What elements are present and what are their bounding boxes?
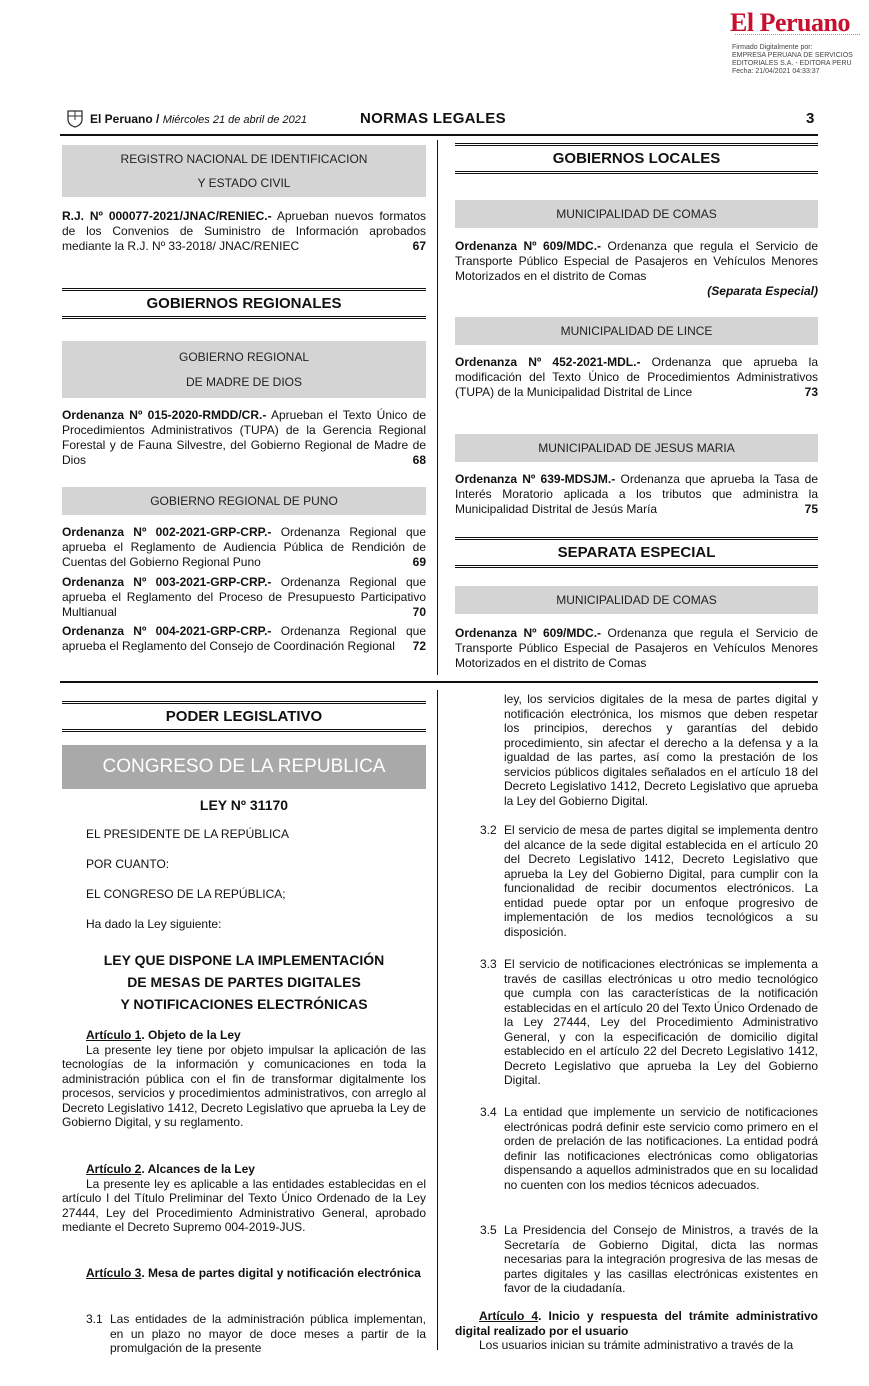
entry-text: Ordenanza que aprueba la modificación del Texto Único de Procedimientos Administrativos (TUPA) de la Municipalidad Distrital de Lince bbox=[455, 355, 818, 399]
summary-entry[interactable] bbox=[455, 472, 818, 517]
entry-page: 70 bbox=[412, 605, 426, 619]
page-number: 3 bbox=[806, 110, 815, 127]
law-number: LEY Nº 31170 bbox=[199, 797, 289, 813]
article-2 bbox=[62, 1162, 426, 1235]
header-section: NORMAS LEGALES bbox=[360, 110, 506, 127]
logo-underline bbox=[735, 34, 860, 38]
header-date: Miércoles 21 de abril de 2021 bbox=[162, 114, 308, 126]
article-title: . Inicio y respuesta del trámite administrativo digital realizado por el usuario bbox=[455, 1309, 818, 1338]
summary-entry[interactable] bbox=[62, 525, 426, 570]
signature-line: Firmado Digitalmente por: bbox=[732, 44, 813, 51]
article-title: . Mesa de partes digital y notificación electrónica bbox=[141, 1266, 421, 1280]
jesus-maria-heading: MUNICIPALIDAD DE JESUS MARIA bbox=[455, 434, 818, 462]
article-3-item-continued bbox=[480, 692, 818, 808]
gobiernos-locales-heading: GOBIERNOS LOCALES bbox=[455, 143, 818, 174]
mdd-heading-line1: GOBIERNO REGIONAL bbox=[178, 350, 310, 364]
law-preamble: EL PRESIDENTE DE LA REPÚBLICA bbox=[86, 827, 289, 841]
item-text: El servicio de mesa de partes digital se implementa dentro del alcance de la sede digital establecida en el artículo 20 del Decreto Legislativo 1412, Decreto Legislativo que aprueba la Ley del Gobierno Digital, para cumplir con la funcionalidad de recibir documentos electrónicos. La entidad puede optar por un enfoque progresivo de implementación de los medios tecnológicos a su disposición. bbox=[504, 823, 818, 939]
item-text: La Presidencia del Consejo de Ministros, a través de la Secretaría de Gobierno Digital, dicta las normas necesarias para la integración progresiva de las mesas de partes digitales y las casillas electrónicas existentes en favor de la ciudadanía. bbox=[504, 1223, 818, 1295]
entry-page: 72 bbox=[412, 639, 426, 653]
article-text: Los usuarios inician su trámite administrativo a través de la bbox=[479, 1338, 794, 1352]
lince-heading: MUNICIPALIDAD DE LINCE bbox=[455, 317, 818, 345]
entry-ref: Ordenanza Nº 004-2021-GRP-CRP.- bbox=[62, 624, 272, 638]
article-3-item bbox=[480, 823, 818, 939]
law-title-line: LEY QUE DISPONE LA IMPLEMENTACIÓN bbox=[103, 952, 385, 968]
entry-text: Ordenanza que aprueba la Tasa de Interés Moratorio aplicada a los tributos que administra la Municipalidad Distrital de Jesús María bbox=[455, 472, 818, 516]
article-3-item bbox=[480, 1223, 818, 1296]
entry-text: Ordenanza Regional que aprueba el Reglamento del Consejo de Coordinación Regional bbox=[62, 624, 426, 653]
section-rule bbox=[60, 681, 818, 683]
item-text: ley, los servicios digitales de la mesa de partes digital y notificación electrónica, los mismos que deben respetar los principios, derechos y garantías del debido procedimiento, sin afectar el derecho a la defensa y a la igualdad de las partes, así como la prestación de los servicios públicos digitales señalados en el artículo 18 del Decreto Legislativo 1412, Decreto Legislativo que aprueba la Ley del Gobierno Digital. bbox=[504, 692, 818, 808]
entry-text: Ordenanza Regional que aprueba el Reglamento de Audiencia Pública de Rendición de Cuentas del Gobierno Regional Puno bbox=[62, 525, 426, 569]
entry-text: Ordenanza que regula el Servicio de Transporte Público Especial de Pasajeros en Vehículos Menores Motorizados en el distrito de Comas bbox=[455, 626, 818, 670]
signature-line: EMPRESA PERUANA DE SERVICIOS bbox=[732, 52, 853, 59]
law-title bbox=[62, 949, 426, 1015]
article-text: La presente ley es aplicable a las entidades establecidas en el artículo I del Título Preliminar del Texto Único Ordenado de la Ley 27444, Ley del Procedimiento Administrativo General, aprobado mediante el Decreto Supremo 004-2019-JUS. bbox=[62, 1176, 426, 1234]
item-text: La entidad que implemente un servicio de notificaciones electrónicas podrá definir este servicio como primero en el orden de prelación de las notificaciones. La entidad podrá definir las notificaciones electrónicas como obligatorias dispensando a aquellos administrados que en su localidad no cuenten con los medios técnicos adecuados. bbox=[504, 1105, 818, 1192]
entry-ref: Ordenanza Nº 452-2021-MDL.- bbox=[455, 355, 641, 369]
article-title: . Objeto de la Ley bbox=[141, 1028, 241, 1042]
reniec-heading-line1: REGISTRO NACIONAL DE IDENTIFICACION bbox=[120, 152, 368, 166]
entry-text: Ordenanza Regional que aprueba el Reglamento del Proceso de Presupuesto Participativo Multianual bbox=[62, 575, 426, 619]
entry-page: 67 bbox=[412, 239, 426, 253]
entry-ref: Ordenanza Nº 003-2021-GRP-CRP.- bbox=[62, 575, 272, 589]
article-1 bbox=[62, 1028, 426, 1130]
item-number: 3.3 bbox=[480, 957, 497, 971]
article-3-item bbox=[480, 957, 818, 1088]
item-number: 3.1 bbox=[86, 1312, 103, 1326]
summary-entry[interactable] bbox=[62, 624, 426, 654]
entry-page: 73 bbox=[804, 385, 818, 399]
column-divider bbox=[437, 140, 438, 675]
item-number: 3.4 bbox=[480, 1105, 497, 1119]
mdd-heading-line2: DE MADRE DE DIOS bbox=[185, 375, 302, 389]
entry-text: Aprueban el Texto Único de Procedimientos Administrativos (TUPA) de la Gerencia Regional Forestal y de Fauna Silvestre, del Gobierno Regional de Madre de Dios bbox=[62, 408, 426, 467]
entry-page: 68 bbox=[412, 453, 426, 467]
signature-line: Fecha: 21/04/2021 04:33:37 bbox=[732, 68, 820, 75]
article-3-item bbox=[86, 1312, 426, 1356]
entry-ref: Ordenanza Nº 015-2020-RMDD/CR.- bbox=[62, 408, 267, 422]
entry-text: Aprueban nuevos formatos de los Convenios de Suministro de Información aprobados mediante la R.J. Nº 33-2018/ JNAC/RENIEC bbox=[62, 209, 427, 253]
separata-especial-heading: SEPARATA ESPECIAL bbox=[455, 537, 818, 568]
reniec-heading-line2: Y ESTADO CIVIL bbox=[197, 176, 291, 190]
law-preamble: EL CONGRESO DE LA REPÚBLICA; bbox=[86, 887, 286, 901]
article-title: . Alcances de la Ley bbox=[141, 1162, 255, 1176]
summary-entry[interactable] bbox=[62, 575, 426, 620]
digital-signature bbox=[732, 44, 853, 76]
header-paper: El Peruano / bbox=[90, 112, 160, 126]
entry-ref: Ordenanza Nº 609/MDC.- bbox=[455, 626, 602, 640]
entry-ref: Ordenanza Nº 002-2021-GRP-CRP.- bbox=[62, 525, 272, 539]
separata-comas-heading: MUNICIPALIDAD DE COMAS bbox=[455, 586, 818, 614]
entry-page: 75 bbox=[804, 502, 818, 516]
summary-entry[interactable] bbox=[455, 239, 818, 299]
item-number: 3.5 bbox=[480, 1223, 497, 1237]
article-heading: Artículo 2 bbox=[86, 1162, 142, 1176]
entry-page: 69 bbox=[412, 555, 426, 569]
reniec-heading bbox=[62, 145, 426, 197]
article-heading: Artículo 3 bbox=[86, 1266, 142, 1280]
article-4 bbox=[455, 1309, 818, 1353]
law-title-line: DE MESAS DE PARTES DIGITALES bbox=[127, 974, 361, 990]
article-heading: Artículo 4 bbox=[479, 1309, 539, 1323]
item-text: El servicio de notificaciones electrónicas se implementa a través de casillas electrónicas u otro medio tecnológico que cumpla con las características de la notificación establecidas en el artículo 20 del Texto Único Ordenado de la Ley 27444, Ley del Procedimiento Administrativo General, y con la especificación de domicilio digital establecido en el artículo 22 del Decreto Legislativo 1412, Decreto Legislativo que aprueba la Ley del Gobierno Digital. bbox=[504, 957, 818, 1087]
entry-note: (Separata Especial) bbox=[707, 284, 818, 298]
puno-heading: GOBIERNO REGIONAL DE PUNO bbox=[62, 487, 426, 515]
comas-heading: MUNICIPALIDAD DE COMAS bbox=[455, 200, 818, 228]
law-preamble: POR CUANTO: bbox=[86, 857, 170, 871]
article-text: La presente ley tiene por objeto impulsar la aplicación de las tecnologías de la información y comunicaciones en toda la administración pública con el fin de transformar digitalmente los procesos, servicios y procedimientos administrativos, con arreglo al Decreto Legislativo 1412, Decreto Legislativo que aprueba la Ley de Gobierno Digital, y su reglamento. bbox=[62, 1042, 426, 1129]
article-heading: Artículo 1 bbox=[86, 1028, 142, 1042]
header-rule bbox=[60, 134, 818, 136]
law-title-line: Y NOTIFICACIONES ELECTRÓNICAS bbox=[120, 996, 368, 1012]
gobiernos-regionales-heading: GOBIERNOS REGIONALES bbox=[62, 288, 426, 319]
entry-ref: Ordenanza Nº 639-MDSJM.- bbox=[455, 472, 616, 486]
law-preamble: Ha dado la Ley siguiente: bbox=[86, 917, 222, 931]
entry-text: Ordenanza que regula el Servicio de Transporte Público Especial de Pasajeros en Vehículos Menores Motorizados en el distrito de Comas bbox=[455, 239, 818, 283]
item-text: Las entidades de la administración pública implementan, en un plazo no mayor de doce meses a partir de la promulgación de la presente bbox=[110, 1312, 426, 1355]
summary-entry[interactable] bbox=[455, 626, 818, 671]
entry-ref: Ordenanza Nº 609/MDC.- bbox=[455, 239, 602, 253]
article-3-item bbox=[480, 1105, 818, 1192]
congreso-heading: CONGRESO DE LA REPUBLICA bbox=[62, 745, 426, 789]
column-divider bbox=[437, 690, 438, 1350]
summary-entry[interactable] bbox=[62, 209, 426, 254]
poder-legislativo-heading: PODER LEGISLATIVO bbox=[62, 701, 426, 732]
entry-ref: R.J. Nº 000077-2021/JNAC/RENIEC.- bbox=[62, 209, 272, 223]
madre-de-dios-heading bbox=[62, 341, 426, 398]
summary-entry[interactable] bbox=[455, 355, 818, 400]
signature-line: EDITORIALES S.A. - EDITORA PERU bbox=[732, 60, 852, 67]
summary-entry[interactable] bbox=[62, 408, 426, 468]
item-number: 3.2 bbox=[480, 823, 497, 837]
el-peruano-logo: El Peruano bbox=[730, 8, 850, 37]
article-3 bbox=[62, 1266, 426, 1281]
header-paper-date bbox=[90, 112, 307, 126]
coat-of-arms-icon bbox=[66, 108, 84, 128]
